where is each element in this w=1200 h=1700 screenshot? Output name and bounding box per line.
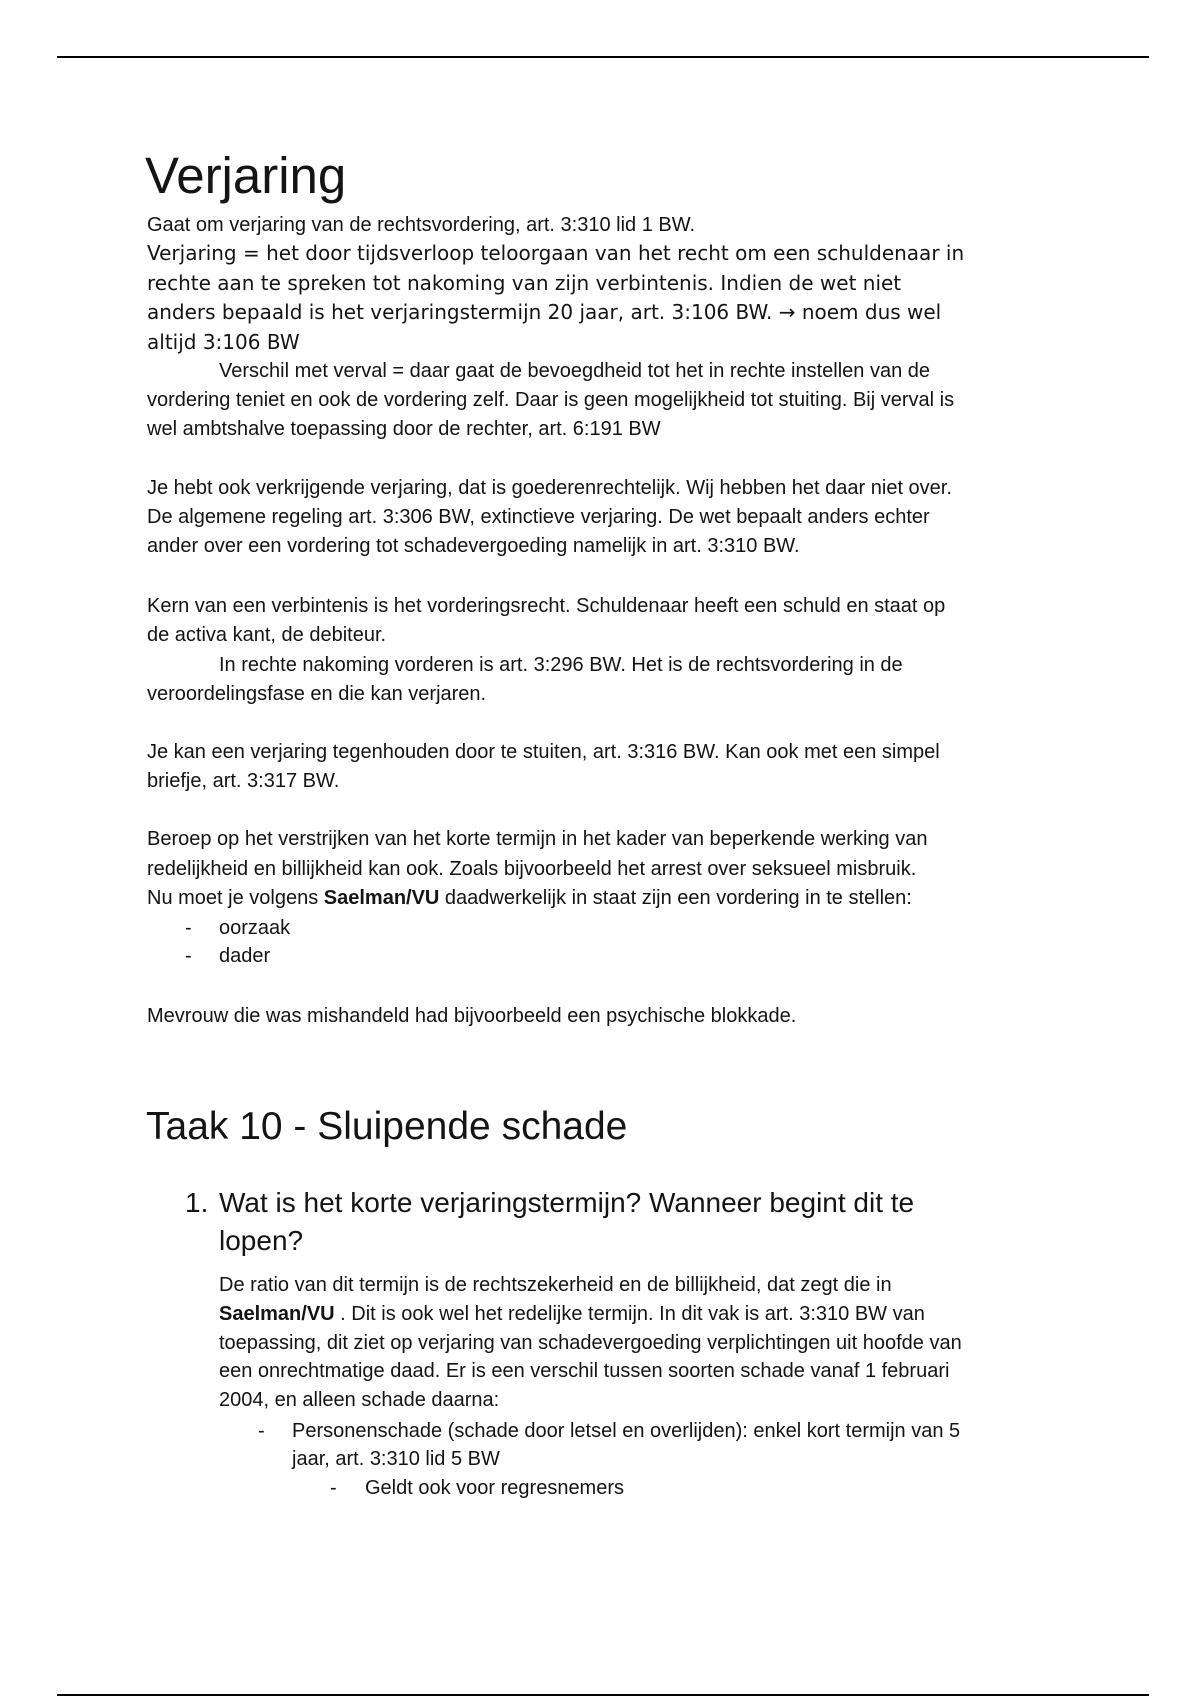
verkrijgende-line-3: ander over een vordering tot schadevergoeding namelijk in art. 3:310 BW. [147,535,800,557]
verkrijgende-line-2: De algemene regeling art. 3:306 BW, extinctieve verjaring. De wet bepaalt anders echter [147,506,930,528]
answer-line-5: 2004, en alleen schade daarna: [219,1389,500,1412]
list-item-regresnemers [292,1474,624,1502]
stuiting-line-1: Je kan een verjaring tegenhouden door te stuiten, art. 3:316 BW. Kan ook met een simpel [147,741,940,763]
bullet-dash: - [185,917,192,939]
section-heading-taak-10: Taak 10 - Sluipende schade [146,1105,628,1148]
beroep-line-1: Beroep op het verstrijken van het korte termijn in het kader van beperkende werking van [147,828,928,850]
intro-line: Gaat om verjaring van de rechtsvordering, art. 3:310 lid 1 BW. [147,214,696,236]
mevrouw-paragraph [147,1002,796,1031]
verval-line-2: vordering teniet en ook de vordering zelf. Daar is geen mogelijkheid tot stuiting. Bij verval is [147,389,955,411]
top-rule [57,56,1149,58]
question-line-2: lopen? [219,1225,304,1256]
case-name-saelman: Saelman/VU [323,887,440,909]
bullet-dash: - [185,945,192,967]
regresnemers-text: Geldt ook voor regresnemers [365,1477,625,1499]
bullet-dash: - [330,1477,337,1499]
bullet-dash: - [258,1420,265,1442]
page-title: Verjaring [145,147,347,204]
verkrijgende-line-1: Je hebt ook verkrijgende verjaring, dat is goederenrechtelijk. Wij hebben het daar niet over. [147,477,952,499]
case-name-saelman: Saelman/VU [219,1302,335,1325]
question-line-1: Wat is het korte verjaringstermijn? Wanneer begint dit te [219,1187,915,1218]
question-1 [147,1184,914,1260]
list-item-text: oorzaak [219,917,291,939]
answer-line-3: toepassing, dit ziet op verjaring van schadevergoeding verplichtingen uit hoofde van [219,1331,962,1354]
definition-line-1: Verjaring = het door tijdsverloop teloorgaan van het recht om een schuldenaar in [147,241,965,265]
stuiting-paragraph [147,738,940,796]
list-item [147,914,290,942]
intro-paragraph [147,211,695,240]
verval-line-3: wel ambtshalve toepassing door de rechter, art. 6:191 BW [147,418,661,440]
list-item-text: dader [219,945,271,967]
nakoming-line-2: veroordelingsfase en die kan verjaren. [147,683,487,705]
list-item-personenschade [219,1417,960,1473]
personenschade-sublist [292,1474,624,1502]
saelman-line-after: daadwerkelijk in staat zijn een vordering in te stellen: [439,887,912,909]
answer-line-2-rest: . Dit is ook wel het redelijke termijn. In dit vak is art. 3:310 BW van [334,1302,925,1325]
mevrouw-line: Mevrouw die was mishandeld had bijvoorbeeld een psychische blokkade. [147,1005,797,1027]
definition-line-3: anders bepaald is het verjaringstermijn 20 jaar, art. 3:106 BW. → noem dus wel [147,300,942,325]
verkrijgende-paragraph [147,474,952,561]
answer-paragraph [219,1271,962,1415]
saelman-line-before: Nu moet je volgens [147,887,324,909]
beroep-paragraph [147,825,927,914]
personenschade-line-2: jaar, art. 3:310 lid 5 BW [292,1448,500,1470]
nakoming-paragraph [147,651,903,709]
personenschade-line-1: Personenschade (schade door letsel en overlijden): enkel kort termijn van 5 [292,1420,961,1442]
answer-line-2 [219,1300,962,1329]
conditions-list [147,914,290,970]
answer-line-1: De ratio van dit termijn is de rechtszekerheid en de billijkheid, dat zegt die in [219,1274,892,1296]
verval-paragraph [147,357,954,444]
stuiting-line-2: briefje, art. 3:317 BW. [147,770,340,792]
kern-paragraph [147,592,945,650]
list-item [147,942,290,970]
beroep-line-2: redelijkheid en billijkheid kan ook. Zoals bijvoorbeeld het arrest over seksueel misbruik. [147,857,917,880]
answer-line-4: een onrechtmatige daad. Er is een verschil tussen soorten schade vanaf 1 februari [219,1360,950,1383]
question-number: 1. [185,1187,209,1218]
kern-line-2: de activa kant, de debiteur. [147,624,387,646]
definition-line-4: altijd 3:106 BW [147,330,300,355]
saelman-line [147,884,927,914]
verval-line-1: Verschil met verval = daar gaat de bevoegdheid tot het in rechte instellen van de [219,360,931,382]
definition-paragraph [147,239,964,358]
kern-line-1: Kern van een verbintenis is het vorderingsrecht. Schuldenaar heeft een schuld en staat op [147,595,946,617]
bottom-rule [57,1694,1149,1696]
nakoming-line-1: In rechte nakoming vorderen is art. 3:296 BW. Het is de rechtsvordering in de [219,654,903,676]
schade-list [219,1417,960,1473]
definition-line-2: rechte aan te spreken tot nakoming van zijn verbintenis. Indien de wet niet [147,270,902,295]
